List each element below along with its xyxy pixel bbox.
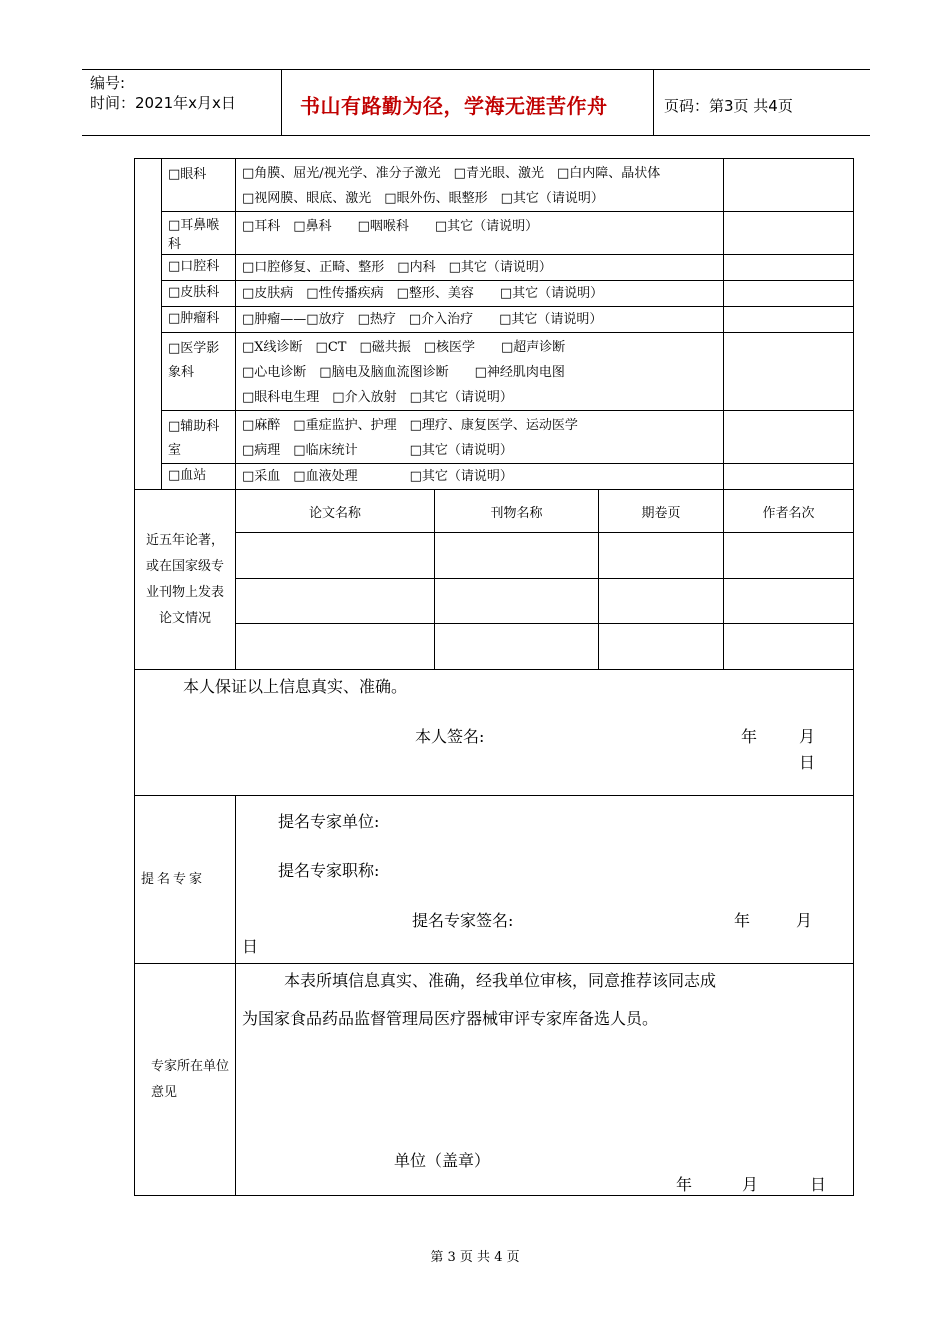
dept-row-imaging bbox=[135, 333, 854, 411]
dept-options[interactable] bbox=[236, 255, 724, 281]
unit-opinion-row bbox=[135, 964, 854, 1196]
unit-seal-label[interactable]: 单位（盖章） bbox=[394, 1151, 491, 1170]
declaration-cell bbox=[135, 670, 854, 796]
dept-options[interactable] bbox=[236, 212, 724, 255]
nominator-year: 年 bbox=[734, 911, 751, 930]
paper-journal-cell[interactable] bbox=[435, 533, 599, 579]
unit-opinion-month: 月 bbox=[742, 1175, 759, 1194]
dept-options[interactable] bbox=[236, 464, 724, 490]
dept-option-line[interactable]: □心电诊断 □脑电及脑血流图诊断 □神经肌肉电图 bbox=[242, 365, 565, 380]
declaration-row bbox=[135, 670, 854, 796]
unit-opinion-day: 日 bbox=[810, 1175, 827, 1194]
dept-row-dental bbox=[135, 255, 854, 281]
dept-note-cell[interactable] bbox=[724, 411, 854, 464]
dept-row-oncology bbox=[135, 307, 854, 333]
dept-options[interactable] bbox=[236, 281, 724, 307]
dept-note-cell[interactable] bbox=[724, 255, 854, 281]
doc-code-label: 编号: bbox=[90, 74, 126, 92]
nominator-row-label: 提名专家 bbox=[135, 796, 236, 964]
dept-option-line[interactable]: □肿瘤——□放疗 □热疗 □介入治疗 □其它（请说明） bbox=[242, 312, 603, 327]
nominator-unit-label[interactable]: 提名专家单位: bbox=[278, 812, 380, 831]
header-top-rule bbox=[82, 69, 870, 70]
papers-row-label: 近五年论著，或在国家级专业刊物上发表论文情况 bbox=[135, 490, 236, 670]
dept-name[interactable]: □耳鼻喉科 bbox=[162, 212, 236, 255]
unit-opinion-text-line2: 为国家食品药品监督管理局医疗器械审评专家库备选人员。 bbox=[242, 1009, 659, 1028]
header-bottom-rule bbox=[82, 135, 870, 136]
declaration-day: 日 bbox=[799, 753, 816, 772]
papers-entry-row bbox=[135, 579, 854, 624]
papers-col-volume: 期卷页 bbox=[599, 490, 724, 533]
header-divider-left bbox=[281, 69, 282, 136]
header-motto: 书山有路勤为径，学海无涯苦作舟 bbox=[300, 94, 608, 118]
papers-entry-row bbox=[135, 624, 854, 670]
dept-option-line[interactable]: □X线诊断 □CT □磁共振 □核医学 □超声诊断 bbox=[242, 340, 566, 355]
nominator-title-label[interactable]: 提名专家职称: bbox=[278, 861, 380, 880]
page-footer: 第 3 页 共 4 页 bbox=[430, 1250, 520, 1265]
paper-author-rank-cell[interactable] bbox=[724, 533, 854, 579]
doc-time-label: 时间：2021年x月x日 bbox=[90, 94, 236, 112]
dept-option-line[interactable]: □病理 □临床统计 □其它（请说明） bbox=[242, 443, 513, 458]
paper-journal-cell[interactable] bbox=[435, 579, 599, 624]
paper-journal-cell[interactable] bbox=[435, 624, 599, 670]
dept-name[interactable]: □口腔科 bbox=[162, 255, 236, 281]
dept-row-auxiliary bbox=[135, 411, 854, 464]
dept-option-line[interactable]: □耳科 □鼻科 □咽喉科 □其它（请说明） bbox=[242, 219, 539, 234]
paper-title-cell[interactable] bbox=[236, 579, 435, 624]
dept-name[interactable]: □血站 bbox=[162, 464, 236, 490]
dept-name[interactable]: □辅助科室 bbox=[162, 411, 236, 464]
dept-option-line[interactable]: □采血 □血液处理 □其它（请说明） bbox=[242, 469, 513, 484]
declaration-signature-label[interactable]: 本人签名: bbox=[415, 727, 485, 746]
paper-volume-cell[interactable] bbox=[599, 579, 724, 624]
paper-title-cell[interactable] bbox=[236, 624, 435, 670]
page-indicator: 页码：第3页 共4页 bbox=[664, 97, 793, 115]
papers-header-row bbox=[135, 490, 854, 533]
nominator-day: 日 bbox=[242, 937, 259, 956]
dept-row-ophthalmology bbox=[135, 159, 854, 212]
dept-options[interactable] bbox=[236, 333, 724, 411]
paper-author-rank-cell[interactable] bbox=[724, 624, 854, 670]
nominator-month: 月 bbox=[796, 911, 813, 930]
paper-author-rank-cell[interactable] bbox=[724, 579, 854, 624]
unit-opinion-text-line1: 本表所填信息真实、准确，经我单位审核，同意推荐该同志成 bbox=[284, 971, 717, 990]
paper-title-cell[interactable] bbox=[236, 533, 435, 579]
declaration-year: 年 bbox=[741, 727, 758, 746]
papers-col-journal: 刊物名称 bbox=[435, 490, 599, 533]
unit-opinion-row-label: 专家所在单位意见 bbox=[135, 964, 236, 1196]
nominator-row bbox=[135, 796, 854, 964]
nominator-signature-label[interactable]: 提名专家签名: bbox=[412, 911, 514, 930]
dept-option-line[interactable]: □眼科电生理 □介入放射 □其它（请说明） bbox=[242, 390, 513, 405]
dept-note-cell[interactable] bbox=[724, 333, 854, 411]
dept-option-line[interactable]: □皮肤病 □性传播疾病 □整形、美容 □其它（请说明） bbox=[242, 286, 604, 301]
header-divider-right bbox=[653, 69, 654, 136]
dept-option-line[interactable]: □角膜、屈光/视光学、准分子激光 □青光眼、激光 □白内障、晶状体 bbox=[242, 166, 661, 181]
dept-options[interactable] bbox=[236, 307, 724, 333]
dept-name[interactable]: □眼科 bbox=[162, 159, 236, 212]
dept-note-cell[interactable] bbox=[724, 281, 854, 307]
application-form-table bbox=[134, 158, 854, 1196]
dept-row-blood-station bbox=[135, 464, 854, 490]
declaration-month: 月 bbox=[799, 727, 816, 746]
dept-row-ent bbox=[135, 212, 854, 255]
declaration-statement: 本人保证以上信息真实、准确。 bbox=[183, 677, 408, 696]
dept-note-cell[interactable] bbox=[724, 159, 854, 212]
dept-option-line[interactable]: □麻醉 □重症监护、护理 □理疗、康复医学、运动医学 bbox=[242, 418, 578, 433]
dept-options[interactable] bbox=[236, 159, 724, 212]
dept-name[interactable]: □皮肤科 bbox=[162, 281, 236, 307]
dept-note-cell[interactable] bbox=[724, 307, 854, 333]
dept-option-line[interactable]: □视网膜、眼底、激光 □眼外伤、眼整形 □其它（请说明） bbox=[242, 191, 604, 206]
dept-note-cell[interactable] bbox=[724, 212, 854, 255]
paper-volume-cell[interactable] bbox=[599, 533, 724, 579]
nominator-cell bbox=[236, 796, 854, 964]
paper-volume-cell[interactable] bbox=[599, 624, 724, 670]
dept-option-line[interactable]: □口腔修复、正畸、整形 □内科 □其它（请说明） bbox=[242, 260, 552, 275]
dept-group-margin bbox=[135, 159, 162, 490]
dept-name[interactable]: □肿瘤科 bbox=[162, 307, 236, 333]
dept-row-dermatology bbox=[135, 281, 854, 307]
dept-options[interactable] bbox=[236, 411, 724, 464]
papers-entry-row bbox=[135, 533, 854, 579]
papers-col-author-rank: 作者名次 bbox=[724, 490, 854, 533]
papers-col-title: 论文名称 bbox=[236, 490, 435, 533]
unit-opinion-cell bbox=[236, 964, 854, 1196]
dept-note-cell[interactable] bbox=[724, 464, 854, 490]
dept-name[interactable]: □医学影象科 bbox=[162, 333, 236, 411]
unit-opinion-year: 年 bbox=[676, 1175, 693, 1194]
